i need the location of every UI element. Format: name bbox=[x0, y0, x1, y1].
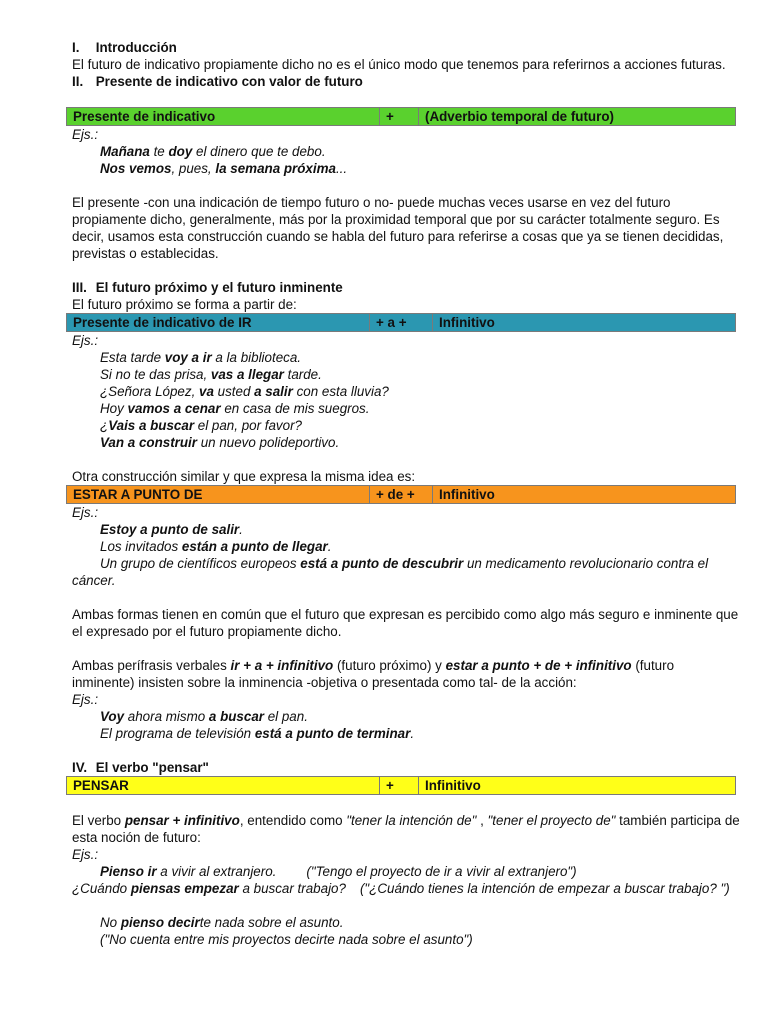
section-title: Presente de indicativo con valor de futuro bbox=[95, 74, 363, 89]
example-line: Un grupo de científicos europeos está a punto de descubrir un medicamento revolucionario contra el bbox=[100, 556, 709, 571]
ejs-label: Ejs.: bbox=[72, 127, 99, 142]
example-line: Pienso ir a vivir al extranjero. ("Tengo el proyecto de ir a vivir al extranjero") bbox=[100, 864, 577, 879]
ejs-label: Ejs.: bbox=[72, 847, 99, 862]
ejs-label: Ejs.: bbox=[72, 692, 99, 707]
formula-cell: ESTAR A PUNTO DE bbox=[67, 486, 370, 504]
section-title: El verbo "pensar" bbox=[95, 760, 209, 775]
formula-cell: (Adverbio temporal de futuro) bbox=[419, 108, 736, 126]
section-heading-futuro-proximo bbox=[72, 279, 740, 296]
paragraph-presente: El presente -con una indicación de tiempo futuro o no- puede muchas veces usarse en vez del futuro propiamente dicho, generalmente, más por la proximidad temporal que por su carácter totalmente seguro. Es decir, usamos esta construcción cuando se habla del futuro para referirse a cosas que ya se tienen decididas, previstas o establecidas. bbox=[72, 195, 724, 261]
example-line: Nos vemos, pues, la semana próxima... bbox=[100, 161, 348, 176]
example-line: Voy ahora mismo a buscar el pan. bbox=[100, 709, 308, 724]
formula-cell: Infinitivo bbox=[433, 314, 736, 332]
example-line: Mañana te doy el dinero que te debo. bbox=[100, 144, 326, 159]
paragraph-ambas-formas: Ambas formas tienen en común que el futuro que expresan es percibido como algo más seguro e inminente que el expresado por el futuro propiamente dicho. bbox=[72, 607, 739, 639]
section-number: IV. bbox=[72, 760, 88, 775]
formula-cell: + bbox=[380, 777, 419, 795]
ejs-label: Ejs.: bbox=[72, 505, 99, 520]
formula-cell: Infinitivo bbox=[419, 777, 736, 795]
section-heading-presente bbox=[72, 73, 740, 90]
example-line: Estoy a punto de salir. bbox=[100, 522, 243, 537]
formula-table-estar bbox=[66, 485, 736, 504]
formula-cell: + bbox=[380, 108, 419, 126]
example-line: ("No cuenta entre mis proyectos decirte nada sobre el asunto") bbox=[100, 932, 473, 947]
example-line: cáncer. bbox=[72, 573, 116, 588]
formula-table-presente bbox=[66, 107, 736, 126]
section-number: I. bbox=[72, 40, 80, 55]
paragraph-otra-construccion: Otra construcción similar y que expresa la misma idea es: bbox=[72, 469, 416, 484]
formula-cell: + de + bbox=[370, 486, 433, 504]
example-line: ¿Cuándo piensas empezar a buscar trabajo? ("¿Cuándo tienes la intención de empezar a buscar trabajo? ") bbox=[72, 881, 730, 896]
example-line: ¿Señora López, va usted a salir con esta lluvia? bbox=[100, 384, 389, 399]
section-heading-pensar bbox=[72, 759, 740, 776]
document-page bbox=[72, 39, 740, 948]
section-title: Introducción bbox=[95, 40, 177, 55]
ejs-label: Ejs.: bbox=[72, 333, 99, 348]
section-number: II. bbox=[72, 74, 84, 89]
example-line: Si no te das prisa, vas a llegar tarde. bbox=[100, 367, 322, 382]
formula-table-pensar bbox=[66, 776, 736, 795]
formula-cell: Infinitivo bbox=[433, 486, 736, 504]
section-number: III. bbox=[72, 280, 87, 295]
example-line: No pienso decirte nada sobre el asunto. bbox=[100, 915, 344, 930]
formula-cell: + a + bbox=[370, 314, 433, 332]
section-title: El futuro próximo y el futuro inminente bbox=[95, 280, 343, 295]
section-heading-introduccion bbox=[72, 39, 740, 56]
paragraph-pensar: El verbo pensar + infinitivo, entendido como "tener la intención de" , "tener el proyecto de" también participa de esta noción de futuro: bbox=[72, 813, 740, 845]
example-line: El programa de televisión está a punto de terminar. bbox=[100, 726, 415, 741]
example-line: Hoy vamos a cenar en casa de mis suegros. bbox=[100, 401, 370, 416]
formula-cell: Presente de indicativo bbox=[67, 108, 380, 126]
paragraph-intro: El futuro de indicativo propiamente dicho no es el único modo que tenemos para referirnos a acciones futuras. bbox=[72, 57, 726, 72]
formula-table-ir bbox=[66, 313, 736, 332]
example-line: ¿Vais a buscar el pan, por favor? bbox=[100, 418, 302, 433]
example-line: Esta tarde voy a ir a la biblioteca. bbox=[100, 350, 301, 365]
formula-cell: Presente de indicativo de IR bbox=[67, 314, 370, 332]
example-line: Los invitados están a punto de llegar. bbox=[100, 539, 332, 554]
paragraph-futuro-proximo-intro: El futuro próximo se forma a partir de: bbox=[72, 297, 297, 312]
paragraph-perifrasis: Ambas perífrasis verbales ir + a + infinitivo (futuro próximo) y estar a punto + de + infinitivo (futuro inminente) insisten sobre la inminencia -objetiva o presentada como tal- de la acción: bbox=[72, 658, 675, 690]
formula-cell: PENSAR bbox=[67, 777, 380, 795]
example-line: Van a construir un nuevo polideportivo. bbox=[100, 435, 340, 450]
